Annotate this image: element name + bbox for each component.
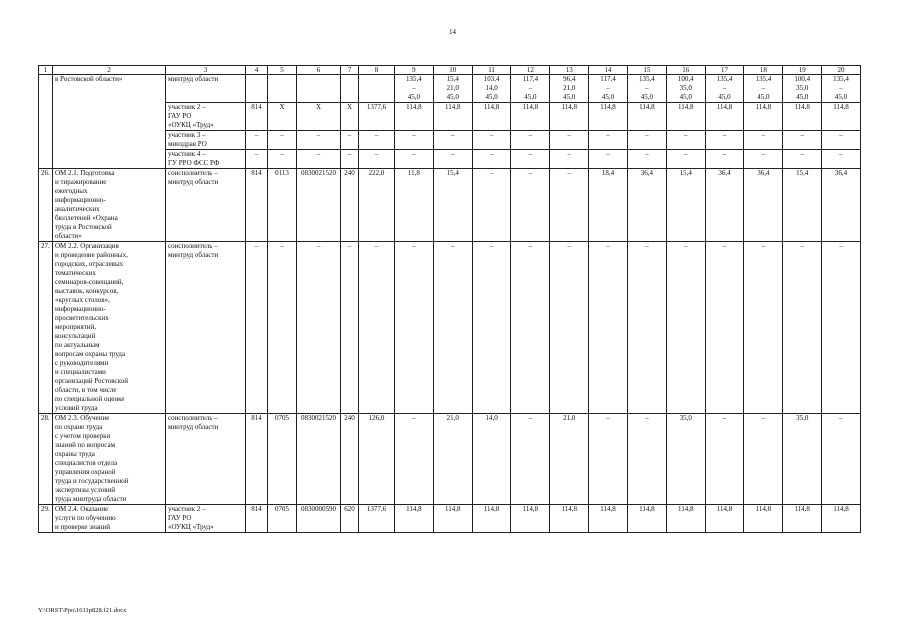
year-value-cell: – — [705, 150, 744, 169]
total-cell: – — [359, 242, 395, 414]
year-value-cell: – — [744, 150, 783, 169]
code-cell: 240 — [341, 169, 359, 242]
year-value-cell: – — [627, 242, 666, 414]
year-value-cell: – — [744, 131, 783, 150]
participant-cell: минтруд области — [166, 75, 246, 103]
year-value-cell: 114,8 — [744, 505, 783, 533]
year-value-cell: – — [666, 150, 705, 169]
code-cell: – — [341, 242, 359, 414]
row-number — [39, 75, 53, 169]
year-value-cell: 114,8 — [511, 103, 550, 131]
year-value-cell: – — [705, 242, 744, 414]
year-value-cell: 114,8 — [433, 505, 472, 533]
participant-cell: соисполнитель – минтруд области — [166, 414, 246, 505]
column-number: 20 — [822, 66, 861, 75]
column-number: 1 — [39, 66, 53, 75]
year-value-cell: 114,8 — [395, 505, 434, 533]
year-value-cell: – — [395, 131, 434, 150]
year-value-cell: 114,8 — [395, 103, 434, 131]
measure-name: ОМ 2.1. Подготовка и тиражирование ежегодных информационно- аналитических бюллетеней «Охрана труда в Ростовской области» — [53, 169, 166, 242]
code-cell: 620 — [341, 505, 359, 533]
year-value-cell: 114,8 — [550, 505, 589, 533]
year-value-cell: 135,4 – 45,0 — [395, 75, 434, 103]
page-number: 14 — [449, 28, 456, 36]
column-number: 19 — [783, 66, 822, 75]
year-value-cell: 114,8 — [744, 103, 783, 131]
code-cell: – — [341, 131, 359, 150]
column-number: 11 — [472, 66, 511, 75]
column-number: 6 — [297, 66, 341, 75]
year-value-cell: 21,0 — [433, 414, 472, 505]
year-value-cell: – — [822, 414, 861, 505]
year-value-cell: 114,8 — [822, 505, 861, 533]
year-value-cell: 117,4 – 45,0 — [589, 75, 628, 103]
total-cell: – — [359, 131, 395, 150]
year-value-cell: – — [472, 131, 511, 150]
year-value-cell: – — [550, 150, 589, 169]
code-cell: – — [246, 131, 268, 150]
code-cell: 814 — [246, 505, 268, 533]
year-value-cell: 114,8 — [472, 505, 511, 533]
measure-name: в Ростовской области» — [53, 75, 166, 169]
year-value-cell: – — [433, 242, 472, 414]
code-cell: Х — [297, 103, 341, 131]
column-number: 15 — [627, 66, 666, 75]
code-cell: 0830021520 — [297, 414, 341, 505]
year-value-cell: – — [472, 169, 511, 242]
year-value-cell: 35,0 — [666, 414, 705, 505]
year-value-cell: 14,0 — [472, 414, 511, 505]
total-cell: – — [359, 150, 395, 169]
year-value-cell: – — [433, 150, 472, 169]
column-number: 7 — [341, 66, 359, 75]
code-cell: Х — [268, 103, 297, 131]
code-cell: – — [297, 242, 341, 414]
total-cell — [359, 75, 395, 103]
participant-cell: соисполнитель – минтруд области — [166, 169, 246, 242]
year-value-cell: 135,4 – 45,0 — [744, 75, 783, 103]
code-cell: 814 — [246, 103, 268, 131]
year-value-cell: 114,8 — [511, 505, 550, 533]
table-row — [39, 169, 861, 242]
code-cell: – — [297, 131, 341, 150]
measure-name: ОМ 2.2. Организация и проведение районных, городских, отраслевых тематических семинаров-совещаний, выставок, конкурсов, «круглых столов», информационно- просветительских мероприятий, консультаций по актуальным вопросам охраны труда с руководителями и специалистами организаций Ростовской области, в том числе по специальной оценке условий труда — [53, 242, 166, 414]
code-cell: 814 — [246, 414, 268, 505]
year-value-cell: – — [822, 150, 861, 169]
year-value-cell: 15,4 — [783, 169, 822, 242]
year-value-cell: 114,8 — [783, 505, 822, 533]
code-cell: Х — [341, 103, 359, 131]
code-cell: 814 — [246, 169, 268, 242]
year-value-cell: – — [511, 131, 550, 150]
year-value-cell: – — [511, 414, 550, 505]
code-cell — [246, 75, 268, 103]
code-cell: 0830021520 — [297, 169, 341, 242]
code-cell: 0705 — [268, 414, 297, 505]
table-row — [39, 242, 861, 414]
year-value-cell: 114,8 — [472, 103, 511, 131]
year-value-cell: – — [472, 242, 511, 414]
row-number: 27. — [39, 242, 53, 414]
year-value-cell: – — [822, 242, 861, 414]
code-cell: – — [297, 150, 341, 169]
year-value-cell: 36,4 — [822, 169, 861, 242]
year-value-cell: – — [550, 242, 589, 414]
column-number: 13 — [550, 66, 589, 75]
year-value-cell: 35,0 — [783, 414, 822, 505]
code-cell: 240 — [341, 414, 359, 505]
code-cell — [268, 75, 297, 103]
year-value-cell: – — [472, 150, 511, 169]
participant-cell: участник 3 – минздрав РО — [166, 131, 246, 150]
measure-name: ОМ 2.4. Оказание услуги по обучению и проверке знаний — [53, 505, 166, 533]
year-value-cell: – — [705, 414, 744, 505]
year-value-cell: – — [627, 414, 666, 505]
year-value-cell: 96,4 21,0 45,0 — [550, 75, 589, 103]
year-value-cell: – — [627, 131, 666, 150]
column-number: 5 — [268, 66, 297, 75]
row-number: 26. — [39, 169, 53, 242]
year-value-cell: 114,8 — [822, 103, 861, 131]
year-value-cell: 114,8 — [666, 103, 705, 131]
column-number: 17 — [705, 66, 744, 75]
column-number: 10 — [433, 66, 472, 75]
participant-cell: участник 2 – ГАУ РО «ОУКЦ «Труд» — [166, 103, 246, 131]
column-number: 9 — [395, 66, 434, 75]
year-value-cell: 135,4 – 45,0 — [822, 75, 861, 103]
year-value-cell: 135,4 – 45,0 — [627, 75, 666, 103]
year-value-cell: 114,8 — [666, 505, 705, 533]
column-number: 14 — [589, 66, 628, 75]
year-value-cell: – — [395, 242, 434, 414]
year-value-cell: 114,8 — [550, 103, 589, 131]
row-number: 29. — [39, 505, 53, 533]
year-value-cell: – — [744, 414, 783, 505]
year-value-cell: 114,8 — [705, 103, 744, 131]
year-value-cell: – — [666, 131, 705, 150]
year-value-cell: – — [589, 414, 628, 505]
year-value-cell: – — [511, 242, 550, 414]
measure-name: ОМ 2.3. Обучение по охране труда с учетом проверки знаний по вопросам охраны труда специалистов отдела управления охраной труда и государственной экспертизы условий труда минтруда области — [53, 414, 166, 505]
year-value-cell: 114,8 — [627, 505, 666, 533]
year-value-cell: – — [666, 242, 705, 414]
year-value-cell: – — [511, 169, 550, 242]
total-cell: 1377,6 — [359, 103, 395, 131]
column-number: 16 — [666, 66, 705, 75]
code-cell — [297, 75, 341, 103]
year-value-cell: 114,8 — [783, 103, 822, 131]
code-cell: 0113 — [268, 169, 297, 242]
year-value-cell: – — [395, 414, 434, 505]
year-value-cell: – — [589, 131, 628, 150]
year-value-cell: 117,4 – 45,0 — [511, 75, 550, 103]
column-number: 18 — [744, 66, 783, 75]
participant-cell: участник 4 – ГУ РРО ФСС РФ — [166, 150, 246, 169]
year-value-cell: 36,4 — [744, 169, 783, 242]
year-value-cell: 15,4 21,0 45,0 — [433, 75, 472, 103]
year-value-cell: 15,4 — [666, 169, 705, 242]
year-value-cell: – — [433, 131, 472, 150]
year-value-cell: – — [511, 150, 550, 169]
table-row — [39, 505, 861, 533]
total-cell: 222,0 — [359, 169, 395, 242]
column-number: 4 — [246, 66, 268, 75]
year-value-cell: – — [550, 131, 589, 150]
year-value-cell: – — [783, 150, 822, 169]
code-cell: – — [341, 150, 359, 169]
column-number-row — [39, 66, 861, 75]
year-value-cell: 135,4 – 45,0 — [705, 75, 744, 103]
year-value-cell: – — [627, 150, 666, 169]
year-value-cell: – — [783, 242, 822, 414]
code-cell: – — [246, 150, 268, 169]
year-value-cell: – — [783, 131, 822, 150]
column-number: 3 — [166, 66, 246, 75]
year-value-cell: – — [395, 150, 434, 169]
budget-table — [38, 65, 861, 533]
year-value-cell: 18,4 — [589, 169, 628, 242]
code-cell: – — [268, 150, 297, 169]
year-value-cell: – — [705, 131, 744, 150]
code-cell: 0830000590 — [297, 505, 341, 533]
file-path-footer: Y:\ORST\Ppo\1011p828.f21.docx — [38, 607, 127, 614]
year-value-cell: 114,8 — [589, 103, 628, 131]
code-cell: – — [268, 242, 297, 414]
column-number: 8 — [359, 66, 395, 75]
year-value-cell: – — [589, 150, 628, 169]
year-value-cell: – — [589, 242, 628, 414]
participant-cell: соисполнитель – минтруд области — [166, 242, 246, 414]
year-value-cell: 36,4 — [705, 169, 744, 242]
year-value-cell: 114,8 — [705, 505, 744, 533]
code-cell: – — [268, 131, 297, 150]
year-value-cell: – — [550, 169, 589, 242]
year-value-cell: 15,4 — [433, 169, 472, 242]
year-value-cell: 36,4 — [627, 169, 666, 242]
code-cell: – — [246, 242, 268, 414]
participant-cell: участник 2 – ГАУ РО «ОУКЦ «Труд» — [166, 505, 246, 533]
table-row — [39, 414, 861, 505]
year-value-cell: 100,4 35,0 45,0 — [783, 75, 822, 103]
table-row — [39, 75, 861, 103]
code-cell: 0705 — [268, 505, 297, 533]
year-value-cell: 114,8 — [589, 505, 628, 533]
year-value-cell: – — [744, 242, 783, 414]
year-value-cell: 114,8 — [627, 103, 666, 131]
total-cell: 1377,6 — [359, 505, 395, 533]
column-number: 2 — [53, 66, 166, 75]
year-value-cell: 21,0 — [550, 414, 589, 505]
total-cell: 126,0 — [359, 414, 395, 505]
year-value-cell: 103,4 14,0 45,0 — [472, 75, 511, 103]
row-number: 28. — [39, 414, 53, 505]
year-value-cell: – — [822, 131, 861, 150]
year-value-cell: 11,8 — [395, 169, 434, 242]
year-value-cell: 114,8 — [433, 103, 472, 131]
column-number: 12 — [511, 66, 550, 75]
code-cell — [341, 75, 359, 103]
year-value-cell: 100,4 35,0 45,0 — [666, 75, 705, 103]
